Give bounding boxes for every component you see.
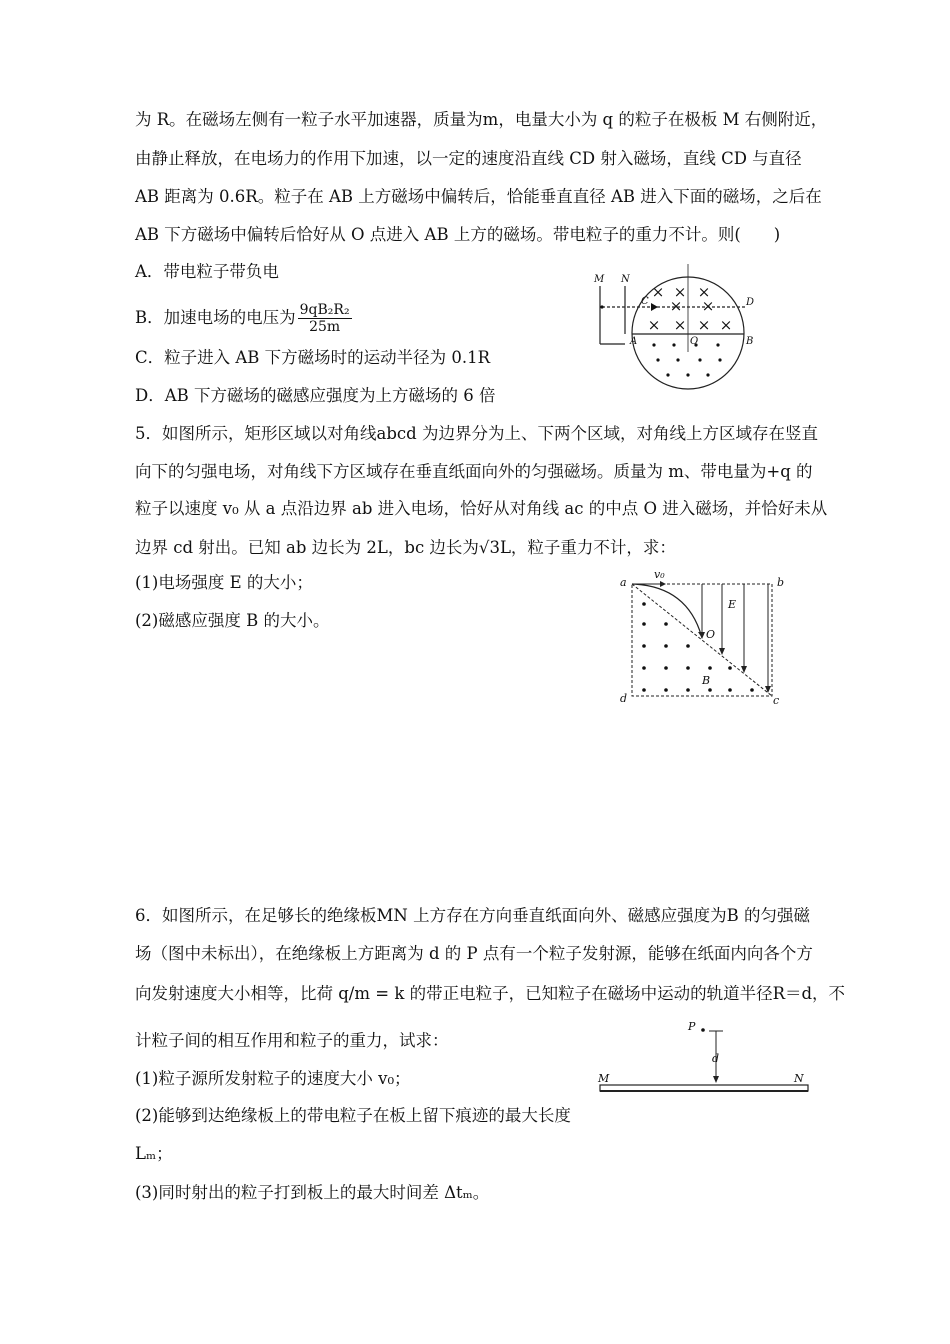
svg-text:×: × (651, 283, 665, 301)
q4-option-a: A．带电粒子带负电 (135, 262, 279, 281)
q6-label-d: d (712, 1052, 720, 1065)
q5-label-c: c (773, 694, 780, 706)
q6-sub-2: (2)能够到达绝缘板上的带电粒子在板上留下痕迹的最大长度 (135, 1106, 571, 1125)
q5-sub-2: (2)磁感应强度 B 的大小。 (135, 611, 330, 630)
q6-label-p: P (688, 1020, 696, 1033)
q4-option-d: D．AB 下方磁场的磁感应强度为上方磁场的 6 倍 (135, 386, 496, 405)
q5-line-4: 边界 cd 射出。已知 ab 边长为 2L，bc 边长为√3L，粒子重力不计，求： (135, 538, 676, 557)
svg-text:×: × (697, 316, 711, 334)
svg-text:×: × (647, 316, 661, 334)
q6-line-1: 6．如图所示，在足够长的绝缘板MN 上方存在方向垂直纸面向外、磁感应强度为B 的匀强磁 (135, 906, 810, 925)
q6-point-p (701, 1028, 705, 1032)
q6-line-3: 向发射速度大小相等，比荷 q/m = k 的带正电粒子，已知粒子在磁场中运动的轨道半径R＝d，不 (135, 984, 846, 1003)
q6-sub-1: (1)粒子源所发射粒子的速度大小 v₀； (135, 1069, 411, 1088)
svg-text:×: × (673, 283, 687, 301)
q4-label-b: B (746, 336, 754, 347)
svg-text:×: × (673, 316, 687, 334)
q4-line-2: 由静止释放，在电场力的作用下加速，以一定的速度沿直线 CD 射入磁场，直线 CD 与直径 (135, 149, 802, 168)
svg-text:×: × (701, 297, 715, 315)
q5-label-o: O (706, 628, 716, 641)
q4-option-c: C．粒子进入 AB 下方磁场时的运动半径为 0.1R (135, 348, 491, 367)
q4-line-3: AB 距离为 0.6R。粒子在 AB 上方磁场中偏转后，恰能垂直直径 AB 进入下面的磁场，之后在 (135, 187, 822, 206)
q4-label-o: O (690, 336, 699, 347)
svg-text:×: × (669, 297, 683, 315)
q5-label-a: a (620, 576, 627, 589)
q5-line-1: 5．如图所示，矩形区域以对角线abcd 为边界分为上、下两个区域，对角线上方区域存在竖直 (135, 424, 818, 443)
q4-label-d: D (746, 297, 755, 308)
q6-sub-3: (3)同时射出的粒子打到板上的最大时间差 Δtₘ。 (135, 1183, 490, 1202)
q5-sub-1: (1)电场强度 E 的大小； (135, 573, 313, 592)
q5-figure (618, 566, 790, 706)
q6-label-n: N (794, 1072, 804, 1085)
q4-label-n: N (621, 274, 630, 285)
q4-line-1: 为 R。在磁场左侧有一粒子水平加速器，质量为m，电量大小为 q 的粒子在极板 M 右侧附近， (135, 110, 828, 129)
q4-option-b (135, 302, 354, 335)
q4-label-c: C (641, 296, 649, 307)
q5-line-3: 粒子以速度 v₀ 从 a 点沿边界 ab 进入电场，恰好从对角线 ac 的中点 O 进入磁场，并恰好未从 (135, 499, 828, 518)
q6-sub-2b: Lₘ； (135, 1144, 173, 1163)
q5-label-d: d (620, 692, 628, 705)
q4-line-4: AB 下方磁场中偏转后恰好从 O 点进入 AB 上方的磁场。带电粒子的重力不计。则( ) (135, 225, 781, 244)
q4-option-b-fraction (298, 302, 352, 335)
q5-label-b-field: B (702, 674, 711, 687)
q6-line-4: 计粒子间的相互作用和粒子的重力，试求： (135, 1031, 449, 1050)
q4-option-b-denominator: 25m (309, 319, 341, 335)
q4-option-b-prefix: B．加速电场的电压为 (135, 308, 296, 327)
q6-label-m: M (598, 1072, 610, 1085)
q4-figure (588, 262, 763, 390)
q5-line-2: 向下的匀强电场，对角线下方区域存在垂直纸面向外的匀强磁场。质量为 m、带电量为+q 的 (135, 462, 813, 481)
q4-label-m: M (594, 274, 605, 285)
q4-option-b-numerator: 9qB₂R₂ (299, 302, 350, 318)
q5-label-v0: v₀ (654, 568, 665, 581)
q5-label-e: E (728, 598, 737, 611)
q5-label-b: b (777, 576, 785, 589)
svg-text:×: × (719, 316, 733, 334)
q6-figure (592, 1018, 814, 1098)
q4-label-a: A (630, 336, 638, 347)
q6-line-2: 场（图中未标出），在绝缘板上方距离为 d 的 P 点有一个粒子发射源，能够在纸面内向各个方 (135, 944, 813, 963)
svg-text:×: × (697, 283, 711, 301)
q5-trajectory (632, 584, 702, 638)
